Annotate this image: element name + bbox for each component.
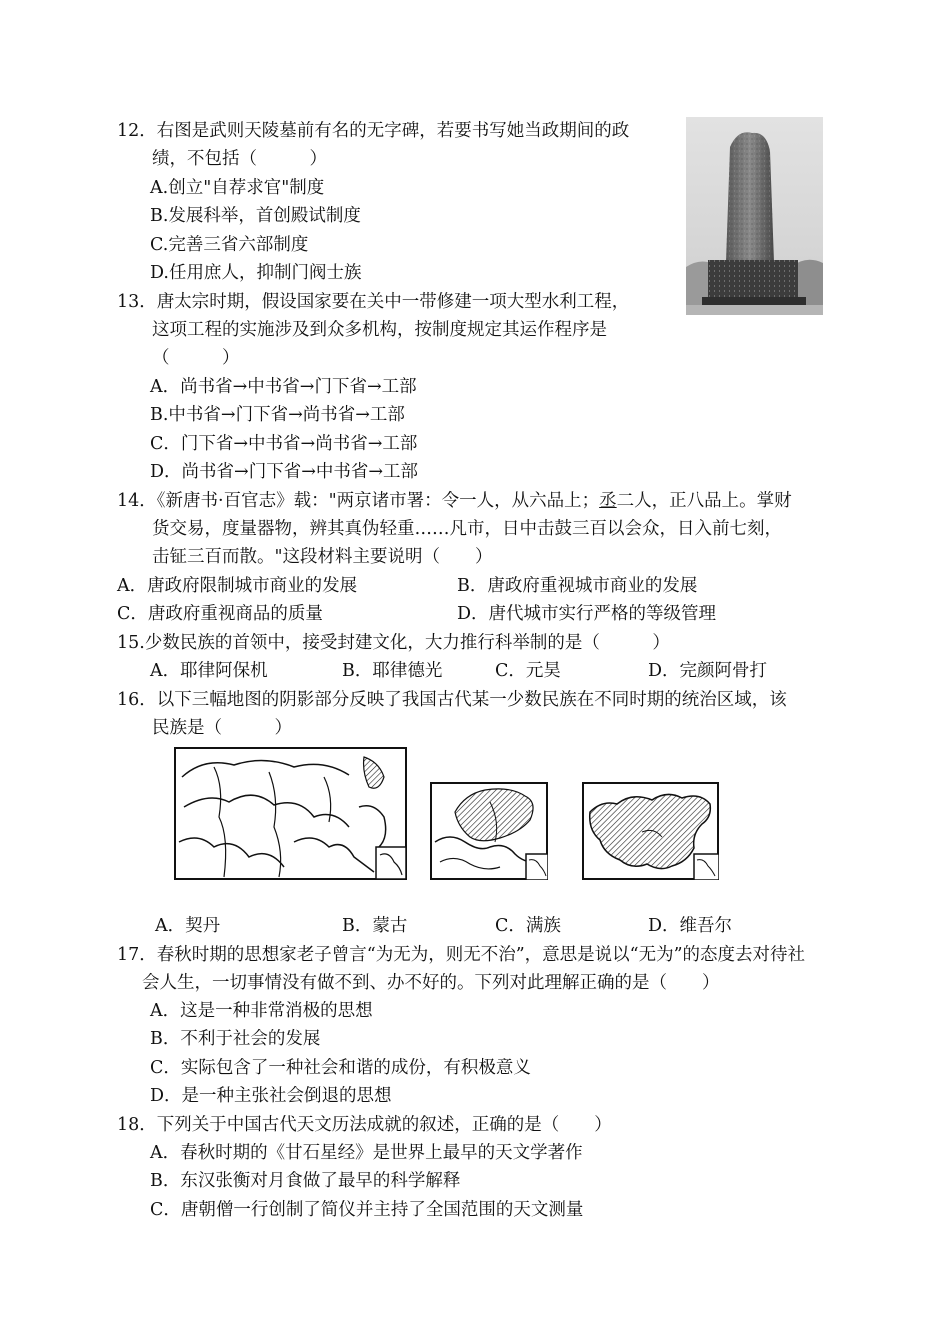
q14-stem-line-3: 击钲三百而散。"这段材料主要说明（ ） xyxy=(152,547,493,567)
q15-option-d: D．完颜阿骨打 xyxy=(648,661,768,681)
q17-stem-line-1: 17．春秋时期的思想家老子曾言“为无为，则无不治”，意思是说以“无为”的态度去对待社 xyxy=(117,945,806,965)
q12-option-d: D.任用庶人，抑制门阀士族 xyxy=(150,263,362,283)
q15-stem: 15.少数民族的首领中，接受封建文化，大力推行科举制的是（ ） xyxy=(117,633,670,653)
q16-option-a: A．契丹 xyxy=(155,916,221,936)
q18-option-a: A．春秋时期的《甘石星经》是世界上最早的天文学著作 xyxy=(150,1143,583,1163)
q14-option-c: C．唐政府重视商品的质量 xyxy=(117,604,323,624)
q17-option-c: C．实际包含了一种社会和谐的成份，有积极意义 xyxy=(150,1058,531,1078)
q12-option-c: C.完善三省六部制度 xyxy=(150,235,309,255)
q16-stem-line-1: 16．以下三幅地图的阴影部分反映了我国古代某一少数民族在不同时期的统治区域，该 xyxy=(117,690,787,710)
q16-option-b: B．蒙古 xyxy=(342,916,408,936)
q12-stem-line-2: 绩，不包括（ ） xyxy=(152,149,327,169)
q14-option-b: B．唐政府重视城市商业的发展 xyxy=(457,576,698,596)
q15-option-b: B．耶律德光 xyxy=(342,661,443,681)
q13-stem-line-1: 13．唐太宗时期，假设国家要在关中一带修建一项大型水利工程， xyxy=(117,292,630,312)
q14-stem-line-1 xyxy=(117,489,792,513)
q17-option-d: D．是一种主张社会倒退的思想 xyxy=(150,1086,392,1106)
q12-option-a: A.创立"自荐求官"制度 xyxy=(150,178,325,198)
q14-line1-post: 二人，正八品上。掌财 xyxy=(616,491,792,511)
q13-stem-line-3: （ ） xyxy=(152,348,240,368)
q18-option-b: B．东汉张衡对月食做了最早的科学解释 xyxy=(150,1171,461,1191)
q12-option-b: B.发展科举，首创殿试制度 xyxy=(150,206,361,226)
map-3 xyxy=(582,782,719,880)
q12-stem-line-1: 12．右图是武则天陵墓前有名的无字碑，若要书写她当政期间的政 xyxy=(117,121,630,141)
q15-option-a: A．耶律阿保机 xyxy=(150,661,268,681)
q14-line1-pre: 14．《新唐书·百官志》载："两京诸市署：令一人，从六品上； xyxy=(117,491,600,511)
q16-option-c: C．满族 xyxy=(495,916,561,936)
map-1 xyxy=(174,747,407,880)
q13-stem-line-2: 这项工程的实施涉及到众多机构，按制度规定其运作程序是 xyxy=(152,320,607,340)
q18-option-c: C．唐朝僧一行创制了简仪并主持了全国范围的天文测量 xyxy=(150,1200,584,1220)
q18-stem: 18．下列关于中国古代天文历法成就的叙述，正确的是（ ） xyxy=(117,1115,612,1135)
q14-option-d: D．唐代城市实行严格的等级管理 xyxy=(457,604,717,624)
q17-option-a: A．这是一种非常消极的思想 xyxy=(150,1001,373,1021)
q15-option-c: C．元昊 xyxy=(495,661,561,681)
q13-option-a: A．尚书省→中书省→门下省→工部 xyxy=(150,377,417,397)
map-2 xyxy=(430,782,548,880)
q14-option-a: A．唐政府限制城市商业的发展 xyxy=(117,576,358,596)
q13-option-c: C．门下省→中书省→尚书省→工部 xyxy=(150,434,418,454)
q14-stem-line-2: 货交易，度量器物，辨其真伪轻重……凡市，日中击鼓三百以会众，日入前七刻， xyxy=(152,519,782,539)
q16-stem-line-2: 民族是（ ） xyxy=(152,718,292,738)
q13-option-b: B.中书省→门下省→尚书省→工部 xyxy=(150,405,405,425)
q13-option-d: D．尚书省→门下省→中书省→工部 xyxy=(150,462,419,482)
q16-option-d: D．维吾尔 xyxy=(648,916,733,936)
wordless-stele-photo xyxy=(686,117,823,315)
q17-option-b: B．不利于社会的发展 xyxy=(150,1029,321,1049)
q17-stem-line-2: 会人生，一切事情没有做不到、办不好的。下列对此理解正确的是（ ） xyxy=(142,973,720,993)
q14-line1-underlined: 丞 xyxy=(599,491,617,511)
